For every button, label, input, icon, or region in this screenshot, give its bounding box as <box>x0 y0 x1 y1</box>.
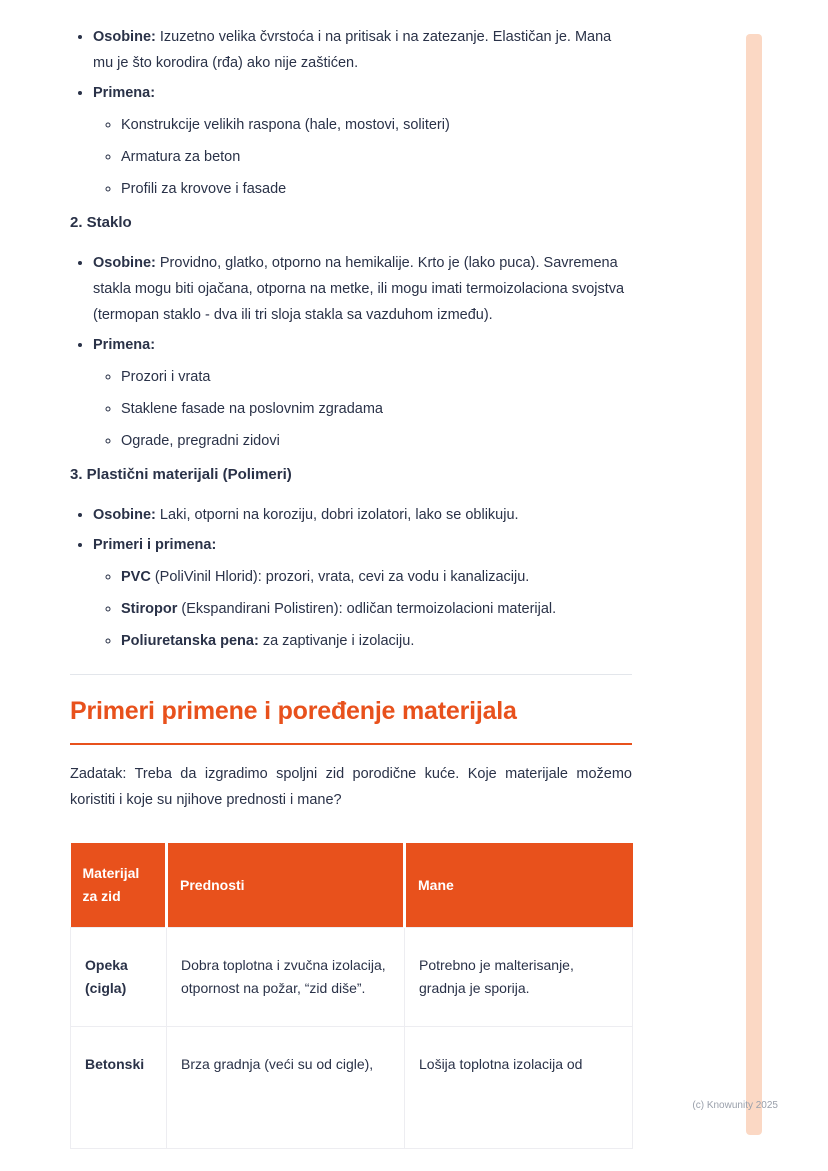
page-title: Primeri primene i poređenje materijala <box>70 693 632 745</box>
bullet-label: Primena: <box>93 337 156 353</box>
table-row <box>71 1027 633 1149</box>
sub-bullet-text: Ograde, pregradni zidovi <box>121 433 280 449</box>
sub-bullet-text: Staklene fasade na poslovnim zgradama <box>121 401 383 417</box>
sub-bullet-text: za zaptivanje i izolaciju. <box>258 633 415 649</box>
bullet-text: Izuzetno velika čvrstoća i na pritisak i na zatezanje. Elastičan je. Mana mu je što korodira (rđa) ako nije zaštićen. <box>93 29 612 71</box>
table-header-cell: Mane <box>405 843 633 928</box>
sub-bullet-text: Konstrukcije velikih raspona (hale, mostovi, soliteri) <box>121 117 450 133</box>
table-row <box>71 928 633 1027</box>
bullet-item <box>93 532 632 654</box>
sub-bullet-list <box>93 364 632 454</box>
sub-bullet-item <box>121 364 632 390</box>
sub-bullet-item <box>121 596 632 622</box>
sub-bullet-item <box>121 176 632 202</box>
table-head <box>71 843 633 928</box>
copyright-note: (c) Knowunity 2025 <box>692 1100 778 1111</box>
bullet-list <box>70 24 632 202</box>
bullet-text: Providno, glatko, otporno na hemikalije. Krto je (lako puca). Savremena stakla mogu biti ojačana, otporna na metke, ili mogu imati termoizolaciona svojstva (termopan staklo - dva ili tri sloja stakla sa vazduhom između). <box>93 255 625 323</box>
document-content <box>70 24 632 1149</box>
bullet-label: Osobine: <box>93 29 156 45</box>
bullet-text: Laki, otporni na koroziju, dobri izolatori, lako se oblikuju. <box>159 507 519 523</box>
bullet-label: Primeri i primena: <box>93 537 217 553</box>
bullet-item <box>93 502 632 528</box>
sub-bullet-label: Poliuretanska pena: <box>121 633 259 649</box>
sub-bullet-list <box>93 112 632 202</box>
task-paragraph: Zadatak: Treba da izgradimo spoljni zid porodične kuće. Koje materijale možemo koristiti i koje su njihove prednosti i mane? <box>70 766 632 808</box>
sub-bullet-item <box>121 428 632 454</box>
sub-bullet-text: (PoliVinil Hlorid): prozori, vrata, cevi za vodu i kanalizaciju. <box>150 569 530 585</box>
table-cell-cons: Potrebno je malterisanje, gradnja je sporija. <box>405 928 633 1027</box>
table-header-cell: Prednosti <box>167 843 405 928</box>
bullet-item <box>93 80 632 202</box>
sub-bullet-list <box>93 564 632 654</box>
bullet-list <box>70 250 632 454</box>
sub-bullet-item <box>121 396 632 422</box>
table-header-row <box>71 843 633 928</box>
bullet-item <box>93 24 632 76</box>
section-heading-plasticni-materijali: 3. Plastični materijali (Polimeri) <box>70 466 292 483</box>
bullet-label: Osobine: <box>93 507 156 523</box>
table-cell-pros: Dobra toplotna i zvučna izolacija, otpornost na požar, “zid diše”. <box>167 928 405 1027</box>
content-divider <box>70 674 632 675</box>
bullet-label: Osobine: <box>93 255 156 271</box>
sub-bullet-item <box>121 628 632 654</box>
sub-bullet-label: Stiropor <box>121 601 178 617</box>
table-body <box>71 928 633 1149</box>
sub-bullet-text: (Ekspandirani Polistiren): odličan termoizolacioni materijal. <box>177 601 557 617</box>
table-cell-pros: Brza gradnja (veći su od cigle), <box>167 1027 405 1149</box>
page-edge-stripe <box>746 34 762 1135</box>
table-cell-cons: Lošija toplotna izolacija od <box>405 1027 633 1149</box>
comparison-table <box>70 843 633 1149</box>
sub-bullet-item <box>121 564 632 590</box>
sub-bullet-text: Armatura za beton <box>121 149 241 165</box>
bullet-item <box>93 332 632 454</box>
sub-bullet-text: Profili za krovove i fasade <box>121 181 287 197</box>
sub-bullet-item <box>121 112 632 138</box>
table-cell-material: Betonski <box>71 1027 167 1149</box>
sub-bullet-label: PVC <box>121 569 151 585</box>
section-heading-staklo: 2. Staklo <box>70 214 132 231</box>
bullet-list <box>70 502 632 654</box>
sub-bullet-item <box>121 144 632 170</box>
table-cell-material: Opeka (cigla) <box>71 928 167 1027</box>
sub-bullet-text: Prozori i vrata <box>121 369 211 385</box>
bullet-label: Primena: <box>93 85 156 101</box>
table-header-cell: Materijal za zid <box>71 843 167 928</box>
bullet-item <box>93 250 632 328</box>
